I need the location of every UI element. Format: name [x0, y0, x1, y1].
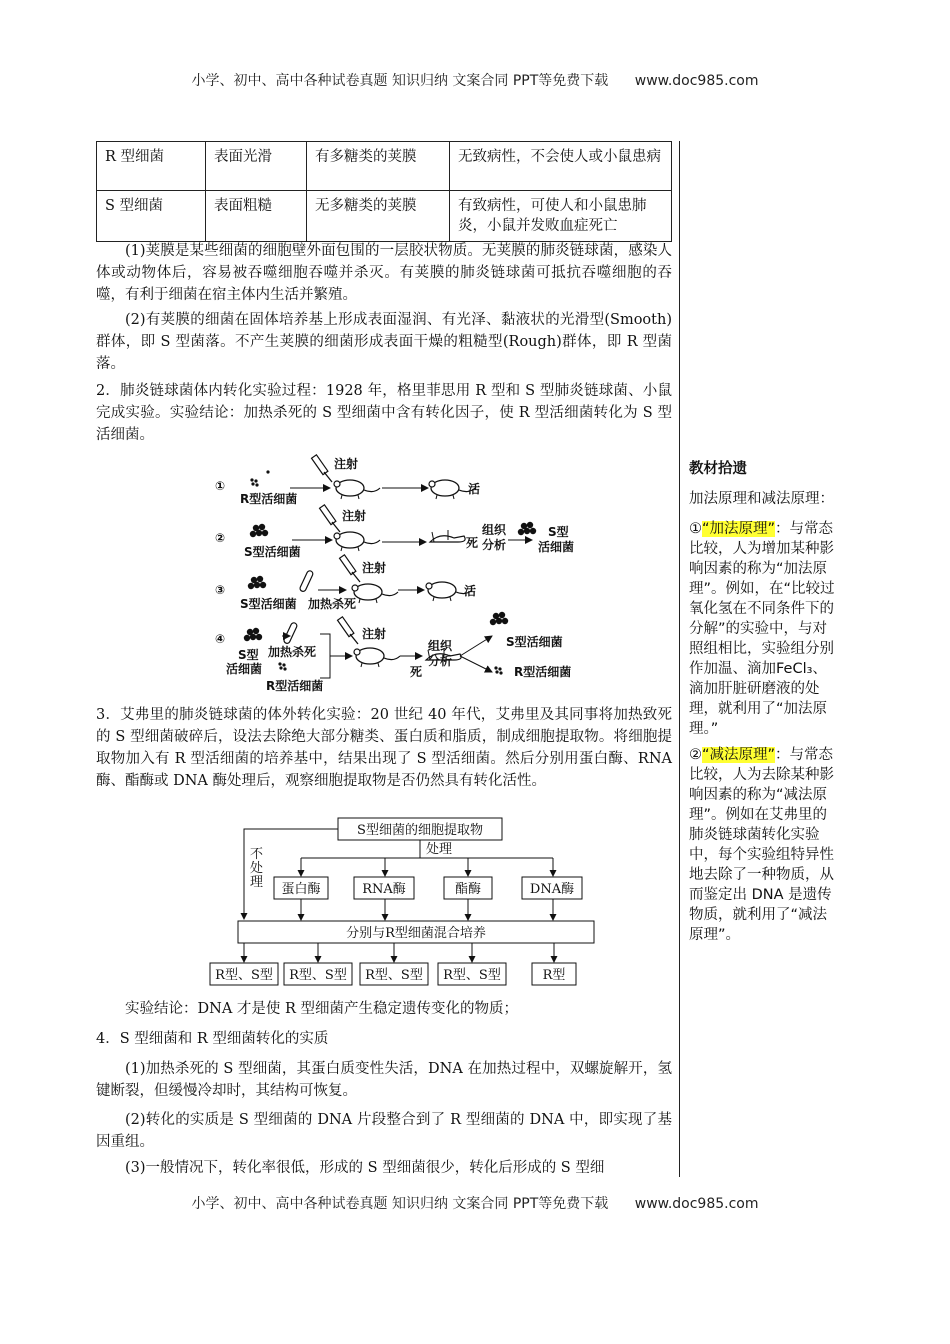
result-2: R型、S型	[289, 968, 347, 983]
table-cell: 表面粗糙	[206, 191, 307, 242]
s-live-short-label: 活细菌	[226, 662, 263, 676]
heat-killed-label: 加热杀死	[308, 597, 357, 611]
live-bacteria-label: 活细菌	[538, 540, 575, 554]
enzyme-dnase: DNA酶	[529, 882, 575, 897]
s-live-label: S型活细菌	[244, 545, 301, 559]
footer-url[interactable]: www.doc985.com	[634, 1196, 759, 1212]
flow-top-box: S型细菌的细胞提取物	[357, 823, 483, 838]
subtraction-text: ：与常态比较，人为去除某种影响因素的称为“减法原理”。例如在艾弗里的肺炎链球菌转化实验中，每个实验组特异性地去除了一种物质，从而鉴定出 DNA 是遗传物质，就利用了“减法原理”。	[689, 747, 834, 943]
table-cell: 无多糖类的荚膜	[307, 191, 450, 242]
sidebar	[689, 459, 839, 945]
subtraction-principle	[689, 745, 839, 945]
s-live-label: S型活细菌	[240, 597, 297, 611]
row-number-1: ①	[215, 479, 226, 493]
out-r-label: R型活细菌	[514, 665, 572, 679]
paragraph-conclusion: 实验结论：DNA 才是使 R 型细菌产生稳定遗传变化的物质；	[125, 1001, 519, 1017]
s-type-label: S型	[548, 525, 569, 539]
treat-label: 处理	[426, 842, 453, 857]
enzyme-protease: 蛋白酶	[281, 882, 321, 897]
dead-label: 死	[466, 536, 479, 550]
addition-term: “加法原理”	[702, 521, 776, 537]
paragraph-colony: (2)有荚膜的细菌在固体培养基上形成表面湿润、有光泽、黏液状的光滑型(Smooth)群体，即 S 型菌落。不产生荚膜的细菌形成表面干燥的粗糙型(Rough)群体，即 R 型菌落。	[96, 312, 672, 372]
addition-number: ①	[689, 521, 702, 537]
tissue-label: 组织	[482, 523, 507, 537]
result-4: R型、S型	[443, 968, 501, 983]
analysis-label: 分析	[482, 538, 507, 552]
paragraph-essence-heading: 4．S 型细菌和 R 型细菌转化的实质	[96, 1031, 329, 1047]
sidebar-intro: 加法原理和减法原理：	[689, 491, 834, 507]
paragraph-essence-3: (3)一般情况下，转化率很低，形成的 S 型细菌很少，转化后形成的 S 型细	[125, 1160, 605, 1176]
header-url[interactable]: www.doc985.com	[634, 73, 759, 89]
subtraction-number: ②	[689, 747, 702, 763]
table-cell: 有致病性，可使人和小鼠患肺炎，小鼠并发败血症死亡	[450, 191, 672, 242]
row-number-4: ④	[215, 632, 226, 646]
page-header	[0, 70, 950, 90]
result-3: R型、S型	[365, 968, 423, 983]
r-live-label: R型活细菌	[240, 492, 298, 506]
heat-killed-label: 加热杀死	[268, 645, 317, 659]
table-row	[97, 142, 672, 191]
table-cell: 无致病性，不会使人或小鼠患病	[450, 142, 672, 191]
alive-label: 活	[464, 584, 477, 598]
alive-label: 活	[468, 482, 481, 496]
page-footer	[0, 1193, 950, 1213]
inject-label: 注射	[362, 561, 387, 575]
tissue-label: 组织	[428, 639, 453, 653]
r-live-label-4: R型活细菌	[266, 679, 324, 693]
avery-flow-diagram	[215, 816, 604, 988]
subtraction-term: “减法原理”	[702, 747, 776, 763]
paragraph-capsule: (1)荚膜是某些细菌的细胞壁外面包围的一层胶状物质。无荚膜的肺炎链球菌，感染人体或动物体后，容易被吞噬细胞吞噬并杀灭。有荚膜的肺炎链球菌可抵抗吞噬细胞的吞噬，有利于细菌在宿主体内生活并繁殖。	[96, 243, 672, 303]
analysis-label: 分析	[428, 654, 453, 668]
result-5: R型	[542, 968, 566, 983]
result-1: R型、S型	[215, 968, 273, 983]
table-cell: R 型细菌	[97, 142, 206, 191]
sidebar-title: 教材拾遗	[689, 461, 747, 477]
bacteria-comparison-table	[96, 141, 672, 242]
untreated-3: 理	[250, 875, 264, 890]
table-cell: 有多糖类的荚膜	[307, 142, 450, 191]
table-cell: S 型细菌	[97, 191, 206, 242]
paragraph-essence-2: (2)转化的实质是 S 型细菌的 DNA 片段整合到了 R 型细菌的 DNA 中，即实现了基因重组。	[96, 1112, 672, 1150]
paragraph-griffith: 2．肺炎链球菌体内转化实验过程：1928 年，格里菲思用 R 型和 S 型肺炎链球菌、小鼠完成实验。实验结论：加热杀死的 S 型细菌中含有转化因子，使 R 型活细菌转化为 S 型活细菌。	[96, 383, 672, 443]
paragraph-essence-1: (1)加热杀死的 S 型细菌，其蛋白质变性失活，DNA 在加热过程中，双螺旋解开，氢键断裂，但缓慢冷却时，其结构可恢复。	[96, 1061, 672, 1099]
enzyme-rnase: RNA酶	[362, 882, 406, 897]
inject-label: 注射	[342, 509, 367, 523]
griffith-experiment-diagram	[210, 450, 630, 695]
untreated-2: 处	[250, 861, 264, 876]
row-number-3: ③	[215, 583, 226, 597]
dead-label: 死	[410, 665, 423, 679]
inject-label: 注射	[362, 627, 387, 641]
addition-text: ：与常态比较，人为增加某种影响因素的称为“加法原理”。例如，在“比较过氧化氢在不同条件下的分解”的实验中，与对照组相比，实验组分别作加温、滴加FeCl₃、滴加肝脏研磨液的处理，就利用了“加法原理。”	[689, 521, 835, 737]
addition-principle	[689, 519, 839, 739]
paragraph-avery: 3．艾弗里的肺炎链球菌的体外转化实验：20 世纪 40 年代，艾弗里及其同事将加热致死的 S 型细菌破碎后，设法去除绝大部分糖类、蛋白质和脂质，制成细胞提取物。将细胞提取物加入有 R 型活细菌的培养基中，结果出现了 S 型活细菌。然后分别用蛋白酶、RNA 酶、酯酶或 DNA 酶处理后，观察细胞提取物是否仍然具有转化活性。	[96, 707, 672, 789]
table-cell: 表面光滑	[206, 142, 307, 191]
header-text: 小学、初中、高中各种试卷真题 知识归纳 文案合同 PPT等免费下载	[191, 73, 609, 89]
inject-label: 注射	[334, 457, 359, 471]
untreated-1: 不	[250, 847, 264, 862]
mix-box: 分别与R型细菌混合培养	[346, 926, 486, 941]
enzyme-esterase: 酯酶	[454, 882, 482, 897]
out-s-label: S型活细菌	[506, 635, 563, 649]
row-number-2: ②	[215, 531, 226, 545]
table-row	[97, 191, 672, 242]
footer-text: 小学、初中、高中各种试卷真题 知识归纳 文案合同 PPT等免费下载	[191, 1196, 609, 1212]
s-label: S型	[238, 648, 259, 662]
column-divider	[679, 141, 680, 1177]
